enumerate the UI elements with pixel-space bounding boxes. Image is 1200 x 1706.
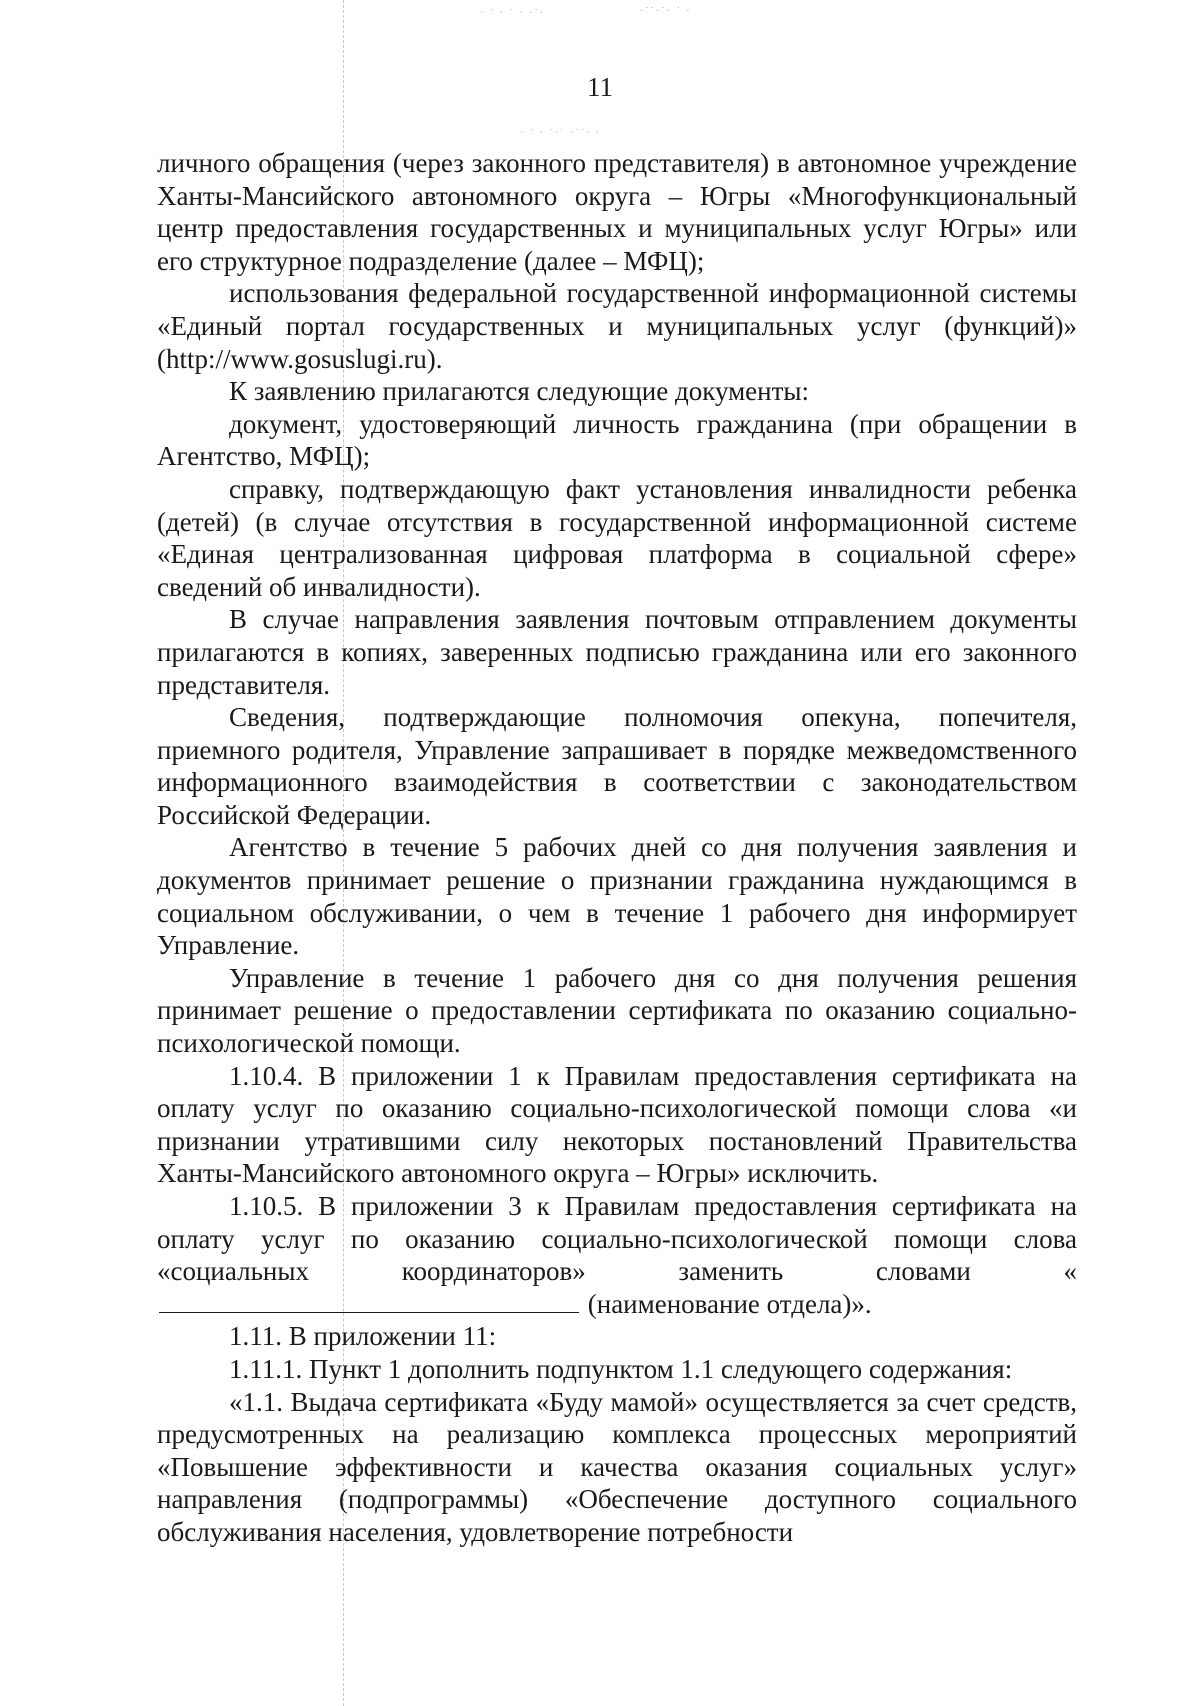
paragraph-text: (наименование отдела)». [581,1288,872,1319]
paragraph: Агентство в течение 5 рабочих дней со дня получения заявления и документов принимает решение о признании гражданина нуждающимся в социальном обслуживании, о чем в течение 1 рабочего дня информирует Управление. [157,832,1077,961]
paragraph: 1.10.4. В приложении 1 к Правилам предоставления сертификата на оплату услуг по оказанию социально-психологической помощи слова «и признании утратившими силу некоторых постановлений Правительства Ханты-Мансийского автономного округа – Югры» исключить. [157,1060,1077,1189]
paragraph-text: 1.10.5. В приложении 3 к Правилам предоставления сертификата на оплату услуг по оказанию социально-психологической помощи слова «социальных координаторов» заменить словами « [157,1191,1077,1287]
paragraph: личного обращения (через законного представителя) в автономное учреждение Ханты-Мансийского автономного округа – Югры «Многофункциональный центр предоставления государственных и муниципальных услуг Югры» или его структурное подразделение (далее – МФЦ); [157,148,1077,276]
paragraph: Сведения, подтверждающие полномочия опекуна, попечителя, приемного родителя, Управление запрашивает в порядке межведомственного информационного взаимодействия в соответствии с законодательством Российской Федерации. [157,702,1077,830]
paragraph-with-blank [157,1190,1077,1320]
paragraph: К заявлению прилагаются следующие документы: [229,376,810,407]
scan-specks: · ˙ · ˙ · ·˙· [480,8,546,19]
scan-specks: · ˙ · ˙·˙ ·˙˙· · [520,128,602,139]
paragraph: «1.1. Выдача сертификата «Буду мамой» осуществляется за счет средств, предусмотренных на реализацию комплекса процессных мероприятий «Повышение эффективности и качества оказания социальных услуг» направления (подпрограммы) «Обеспечение доступного социального обслуживания населения, удовлетворение потребности [157,1386,1077,1547]
paragraph: Управление в течение 1 рабочего дня со дня получения решения принимает решение о предоставлении сертификата по оказанию социально-психологической помощи. [157,962,1077,1059]
page-number: 11 [587,72,613,102]
paragraph: использования федеральной государственной информационной системы «Единый портал государственных и муниципальных услуг (функций)» (http://www.gosuslugi.ru). [157,278,1077,374]
paragraph: справку, подтверждающую факт установления инвалидности ребенка (детей) (в случае отсутствия в государственной информационной системе «Единая централизованная цифровая платформа в социальной сфере» сведений об инвалидности). [157,473,1077,602]
document-body [157,147,1077,1549]
paragraph: документ, удостоверяющий личность гражданина (при обращении в Агентство, МФЦ); [157,408,1077,472]
fill-in-blank [159,1290,579,1313]
paragraph: 1.11. В приложении 11: [229,1321,497,1352]
paragraph: 1.11.1. Пункт 1 дополнить подпунктом 1.1 следующего содержания: [229,1353,1013,1384]
paragraph: В случае направления заявления почтовым отправлением документы прилагаются в копиях, заверенных подписью гражданина или его законного представителя. [157,604,1077,700]
scan-specks: ·˙˙·˙· ˙ · [640,6,692,17]
